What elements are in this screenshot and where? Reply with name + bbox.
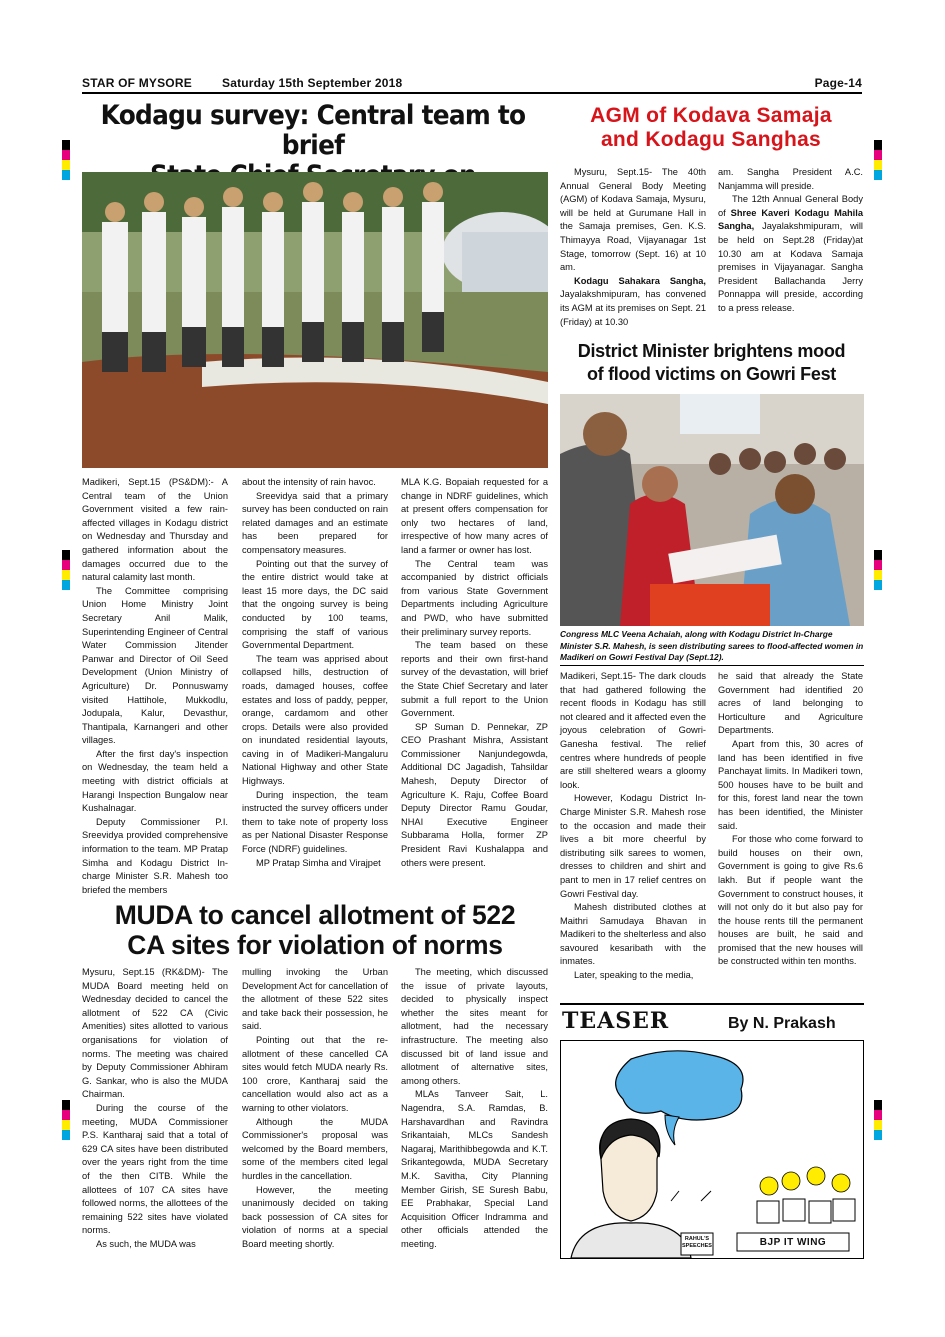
district-minister-paragraph: For those who come forward to build houses on their own, Government is going to give Rs.6 lakh. But if people want the Government to construct houses, it will not only do it but also pay for the house rents till the permanent houses are built, he said and promised that the new houses will be constructed within ten months. [718,834,863,967]
muda-column-1 [82,966,228,1251]
kodagu-survey-paragraph: MLA K.G. Bopaiah requested for a change in NDRF guidelines, which at present offers compensation for only two hectares of land, irrespective of how many acres of land a farmer or owner has lost. [401,477,548,555]
agm-column-2 [718,166,863,316]
district-minister-paragraph: he said that already the State Government had identified 20 acres of land belonging to Horticulture and Agriculture Departments. [718,671,863,736]
agm-sangha-name: Kodagu Sahakara Sangha, [574,275,706,286]
masthead-paper-name: STAR OF MYSORE [82,76,192,90]
teaser-title: TEASER [562,1008,670,1034]
kodagu-survey-paragraph: Sreevidya said that a primary survey has been conducted on rain related damages and an estimate has been prepared for compensatory measures. [242,490,388,555]
muda-paragraph: Pointing out that the re-allotment of these cancelled CA sites would fetch MUDA nearly Rs. 100 crore, Kantharaj said the cancellation would also act as a warning to other violators. [242,1034,388,1113]
kodagu-survey-column-2 [242,476,388,870]
muda-paragraph: The meeting, which discussed the issue of private layouts, decided to physically inspect whether the sites meant for allotment, had the necessary infrastructure. The meeting also discussed bit of land issue and allotment of alternative sites, among others. [401,967,548,1086]
color-registration-strip-bottom-right [874,1100,882,1140]
agm-paragraph-text: Jayalakshmipuram, has convened its AGM at its premises on Sept. 21 (Friday) at 10.30 [560,289,706,327]
color-registration-strip-top-right [874,140,882,180]
color-registration-strip-bottom-left [62,1100,70,1140]
kodagu-survey-paragraph: The Central team was accompanied by district officials from various State Government Departments including Agriculture and PWD, who have submitted their preliminary survey reports. [401,558,548,637]
kodagu-survey-paragraph: The team was apprised about collapsed hills, destruction of roads, damaged houses, coffee estates and loss of paddy, pepper, orange, cardamom and other crops. Details were also provided on inundated residential layouts, caving in of Madikeri-Mangaluru National Highway and other State Highways. [242,653,388,787]
kodagu-survey-paragraph: Madikeri, Sept.15 (PS&DM):- A Central team of the Union Government visited a few rain-affected villages in Kodagu district on Wednesday and Thursday and gathered information about the damages occurred due to the natural calamity last month. [82,477,228,583]
district-minister-column-2 [718,670,863,969]
muda-paragraph: As such, the MUDA was [96,1238,196,1249]
kodagu-survey-paragraph: The team based on these reports and their own first-hand survey of the devastation, will brief the State Chief Secretary and later submit a full report to the Union Government. [401,640,548,719]
teaser-byline: By N. Prakash [728,1015,836,1032]
kodagu-survey-column-3 [401,476,548,870]
district-minister-paragraph: Madikeri, Sept.15- The dark clouds that had gathered following the recent floods in Kodagu has still not cleared and it affected even the joyous celebration of Gowri-Ganesha festival. The relief centres where hundreds of people are still sheltered wears a gloomy look. [560,671,706,790]
kodagu-survey-paragraph: The Committee comprising Union Home Ministry Joint Secretary Anil Malik, Superintending Engineer of Central Water Commission Jitender Panwar and Director of Oil Seed Development (Union Ministry of Agriculture) Dr. Ponnuswamy visited Hattihole, Mukkodlu, Jodupala, Kalur, Devasthur, Thantipala, Karnangeri and other villages. [82,585,228,746]
teaser-cartoon [560,1040,864,1259]
muda-paragraph: However, the meeting unanimously decided on taking back possession of CA sites for violation of norms at a special Board meeting shortly. [242,1184,388,1249]
saree-distribution-caption: Congress MLC Veena Achaiah, along with Kodagu District In-Charge Minister S.R. Mahesh, is seen distributing sarees to flood-affected women in Madikeri on Gowri Festival Day (Sept.12). [560,629,864,662]
teaser-rule [560,1003,864,1005]
caption-rule [560,665,864,666]
kodagu-survey-paragraph: about the intensity of rain havoc. [242,477,376,487]
agm-headline-line1: AGM of Kodava Samaja [590,104,832,127]
agm-paragraph-text: The 12th Annual General Body of [718,194,863,218]
district-minister-paragraph: However, Kodagu District In-Charge Minister S.R. Mahesh rose to the occasion and made their lives a bit more cheerful by distributing silk sarees to women, dresses to children and shirt and pant to men in 17 relief centres on Gowri Festival day. [560,793,706,899]
teaser-sign-label: RAHUL'S SPEECHES [682,1236,712,1249]
kodagu-survey-paragraph: After the first day's inspection on Wednesday, the team held a meeting with district officials at Harangi Inspection Bungalow near Kushalnagar. [82,748,228,814]
masthead-date: Saturday 15th September 2018 [222,76,403,90]
muda-paragraph: Mysuru, Sept.15 (RK&DM)- The MUDA Board meeting held on Wednesday decided to cancel the allotment of 522 CA (Civic Amenities) sites allotted to various organisations for violation of norms. The meeting was chaired by Deputy Commissioner Abhiram G. Sankar, who is also the MUDA Chairman. [82,967,228,1100]
muda-column-3 [401,966,548,1251]
district-minister-headline [554,340,869,387]
saree-distribution-photo [560,394,864,626]
district-minister-paragraph: Mahesh distributed clothes at Maithri Samudaya Bhavan in Madikeri to the shelterless and also savoured kesaribath with the inmates. [560,902,706,967]
kodagu-survey-photo [82,172,548,468]
kodagu-survey-paragraph: Deputy Commissioner P.I. Sreevidya provided comprehensive information to the team. MP Pratap Simha and Kodagu District In-charge Minister S.R. Mahesh too briefed the members [82,816,228,895]
kodagu-survey-paragraph: MP Pratap Simha and Virajpet [256,857,381,868]
kodagu-survey-photo-graphic [82,172,548,468]
muda-headline [78,900,552,961]
district-minister-headline-line1: District Minister brightens mood [577,341,846,361]
kodagu-survey-headline-line1: Kodagu survey: Central team to brief [100,100,526,162]
muda-paragraph: mulling invoking the Urban Development Act for cancellation of the allotment of these 522 sites and take back their possession, he said. [242,967,388,1032]
agm-mahila-sangha-name: Shree Kaveri Kodagu Mahila Sangha, [718,207,864,232]
muda-paragraph: Although the MUDA Commissioner's proposal was welcomed by the Board members, some of the members cited legal hurdles in the cancellation. [242,1116,388,1181]
teaser-banner: BJP IT WING [759,1237,827,1248]
saree-distribution-photo-graphic [560,394,864,626]
color-registration-strip-mid-left [62,550,70,590]
color-registration-strip-top-left [62,140,70,180]
agm-headline-line2: and Kodagu Sanghas [600,127,822,151]
agm-paragraph-text: Jayalakshmipuram, will be held on Sept.28 (Friday)at 10.30 am at Kodava Samaja premises in Vijayanagar. Sangha President Ballachanda Jerry Ponnappa will preside, according to a press release. [718,221,863,313]
agm-paragraph: Mysuru, Sept.15- The 40th Annual General Body Meeting (AGM) of Kodava Samaja, Mysuru, will be held at Gurumane Hall in the Samaja premises, Gen. K.S. Thimayya Road, Vijayanagar 1st Stage, tomorrow (Sept. 16) at 10 am. [560,167,706,273]
district-minister-paragraph: Later, speaking to the media, [574,970,694,981]
agm-paragraph: am. Sangha President A.C. Nanjamma will preside. [718,167,863,191]
kodagu-survey-column-1 [82,476,228,897]
masthead-page-number: Page-14 [814,76,862,90]
kodagu-survey-paragraph: SP Suman D. Pennekar, ZP CEO Prashant Mishra, Assistant Commissioner Nanjundegowda, Additional DC Jagadish, Tahsildar Mahesh, Deputy Director of Agriculture K. Raju, Coffee Board Deputy Director Ramu Goudar, NHAI Executive Engineer Subbarama Holla, former ZP President Ravi Kushalappa and others were present. [401,721,548,868]
district-minister-paragraph: Apart from this, 30 acres of land has been identified in five Panchayat limits. In Madikeri town, 500 houses have to be built and for this, forest land near the town has been identified, the Minister said. [718,738,863,831]
district-minister-headline-line2: of flood victims on Gowri Fest [586,364,836,385]
district-minister-column-1 [560,670,706,983]
color-registration-strip-mid-right [874,550,882,590]
muda-paragraph: During the course of the meeting, MUDA Commissioner P.S. Kantharaj said that a total of 629 CA sites have been distributed over the years right from the time of the then CITB. While the allottees of 107 CA sites have followed norms, the allottees of the remaining 522 sites have violated norms. [82,1102,228,1236]
kodagu-survey-paragraph: Pointing out that the survey of the entire district would take at least 15 more days, the DC said that the ongoing survey is being conducted by 100 teams, comprising the staff of various Governmental Department. [242,558,388,651]
muda-column-2 [242,966,388,1251]
masthead-rule [82,92,862,94]
kodagu-survey-paragraph: During inspection, the team instructed the survey officers under them to take note of property loss as per National Disaster Response Force (NDRF) guidelines. [242,789,388,855]
agm-column-1 [560,166,706,329]
agm-headline [556,104,866,151]
teaser-cartoon-graphic [561,1041,863,1258]
muda-headline-line1: MUDA to cancel allotment of 522 [114,900,516,930]
muda-paragraph: MLAs Tanveer Sait, L. Nagendra, S.A. Ramdas, B. Harshavardhan and Ravindra Srikantaiah, MLCs Sandesh Nagaraj, Marithibbegowda and K.T. Srikantegowda, MUDA Secretary M.K. Savitha, City Planning Member Girish, SE Suresh Babu, EE Prabhakar, Special Land Acquisition Officer Indramma and other officials attended the meeting. [401,1089,548,1249]
muda-headline-line2: CA sites for violation of norms [127,930,503,961]
